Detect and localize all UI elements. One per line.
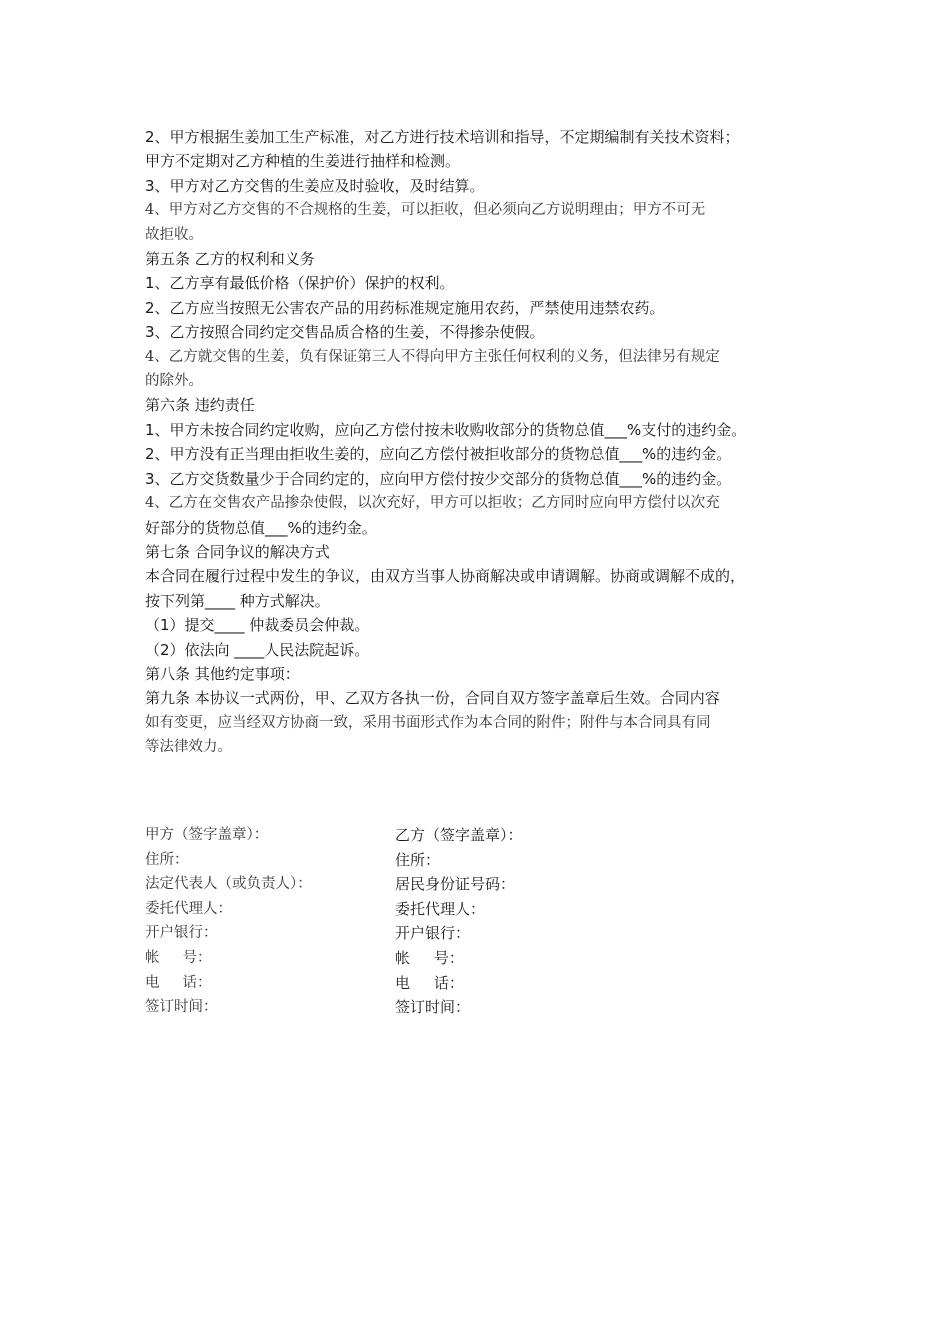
article-heading: 第五条 乙方的权利和义务: [145, 250, 315, 269]
party-a-field: 甲方（签字盖章）：: [145, 827, 269, 843]
clause-line: 好部分的货物总值___%的违约金。: [145, 518, 377, 537]
clause-line: 按下列第____ 种方式解决。: [145, 591, 330, 610]
party-a-field: 开户银行：: [145, 925, 218, 942]
clause-line: 如有变更，应当经双方协商一致，采用书面形式作为本合同的附件；附件与本合同具有同: [145, 714, 711, 731]
clause-line: 1、甲方未按合同约定收购，应向乙方偿付按未收购收部分的货物总值___%支付的违约金。: [145, 420, 747, 439]
clause-line: 1、乙方享有最低价格（保护价）保护的权利。: [145, 274, 455, 293]
signature-row: [145, 872, 815, 897]
clause-line: 2、乙方应当按照无公害农产品的用药标准规定施用农药，严禁使用违禁农药。: [145, 298, 665, 317]
clause-line: 4、乙方就交售的生姜，负有保证第三人不得向甲方主张任何权利的义务，但法律另有规定: [145, 348, 720, 365]
article-heading: 第八条 其他约定事项：: [145, 664, 300, 683]
signature-row: [145, 995, 815, 1020]
clause-line: 4、乙方在交售农产品掺杂使假，以次充好，甲方可以拒收；乙方同时应向甲方偿付以次充: [145, 495, 720, 512]
party-b-field: 住所：: [395, 850, 441, 869]
party-a-field: 帐 号：: [145, 949, 212, 966]
clause-line: 2、甲方根据生姜加工生产标准，对乙方进行技术培训和指导，不定期编制有关技术资料；: [145, 128, 740, 146]
party-a-field: 签订时间：: [145, 999, 218, 1016]
clause-line: 的除外。: [145, 373, 203, 390]
signature-row: [145, 848, 815, 873]
clause-line: （2）依法向 ____人民法院起诉。: [145, 640, 370, 659]
party-a-field: 电 话：: [145, 974, 212, 991]
signature-row: [145, 823, 815, 848]
party-b-field: 居民身份证号码：: [395, 875, 516, 894]
clause-line: 3、乙方按照合同约定交售品质合格的生姜，不得掺杂使假。: [145, 323, 545, 342]
clause-line: 第九条 本协议一式两份，甲、乙双方各执一份，合同自双方签字盖章后生效。合同内容: [145, 689, 720, 708]
clause-line: 2、甲方没有正当理由拒收生姜的，应向乙方偿付被拒收部分的货物总值___%的违约金。: [145, 445, 732, 464]
clause-line: 故拒收。: [145, 226, 203, 243]
party-b-field: 签订时间：: [395, 998, 471, 1017]
signature-row: [145, 897, 815, 922]
clause-line: 3、甲方对乙方交售的生姜应及时验收，及时结算。: [145, 176, 485, 195]
signature-row: [145, 971, 815, 996]
party-a-field: 住所：: [145, 851, 189, 868]
clause-line: 本合同在履行过程中发生的争议，由双方当事人协商解决或申请调解。协商或调解不成的，: [145, 567, 746, 586]
signature-row: [145, 946, 815, 971]
article-heading: 第六条 违约责任: [145, 396, 255, 415]
signature-row: [145, 921, 815, 946]
contract-body: [145, 125, 815, 760]
party-b-field: 开户银行：: [395, 924, 471, 943]
article-heading: 第七条 合同争议的解决方式: [145, 542, 330, 561]
clause-line: 4、甲方对乙方交售的不合规格的生姜，可以拒收，但必须向乙方说明理由；甲方不可无: [145, 202, 706, 219]
clause-line: 3、乙方交货数量少于合同约定的，应向甲方偿付按少交部分的货物总值___%的违约金。: [145, 469, 732, 488]
party-b-field: 乙方（签字盖章）：: [395, 826, 523, 844]
clause-line: 甲方不定期对乙方种植的生姜进行抽样和检测。: [145, 152, 461, 171]
signature-block: [145, 823, 815, 1020]
party-b-field: 帐 号：: [395, 948, 464, 967]
party-b-field: 电 话：: [395, 973, 464, 992]
party-b-field: 委托代理人：: [395, 899, 486, 918]
clause-line: 等法律效力。: [145, 739, 232, 756]
party-a-field: 委托代理人：: [145, 900, 232, 917]
clause-line: （1）提交____ 仲裁委员会仲裁。: [145, 616, 370, 635]
party-a-field: 法定代表人（或负责人）：: [145, 876, 312, 893]
